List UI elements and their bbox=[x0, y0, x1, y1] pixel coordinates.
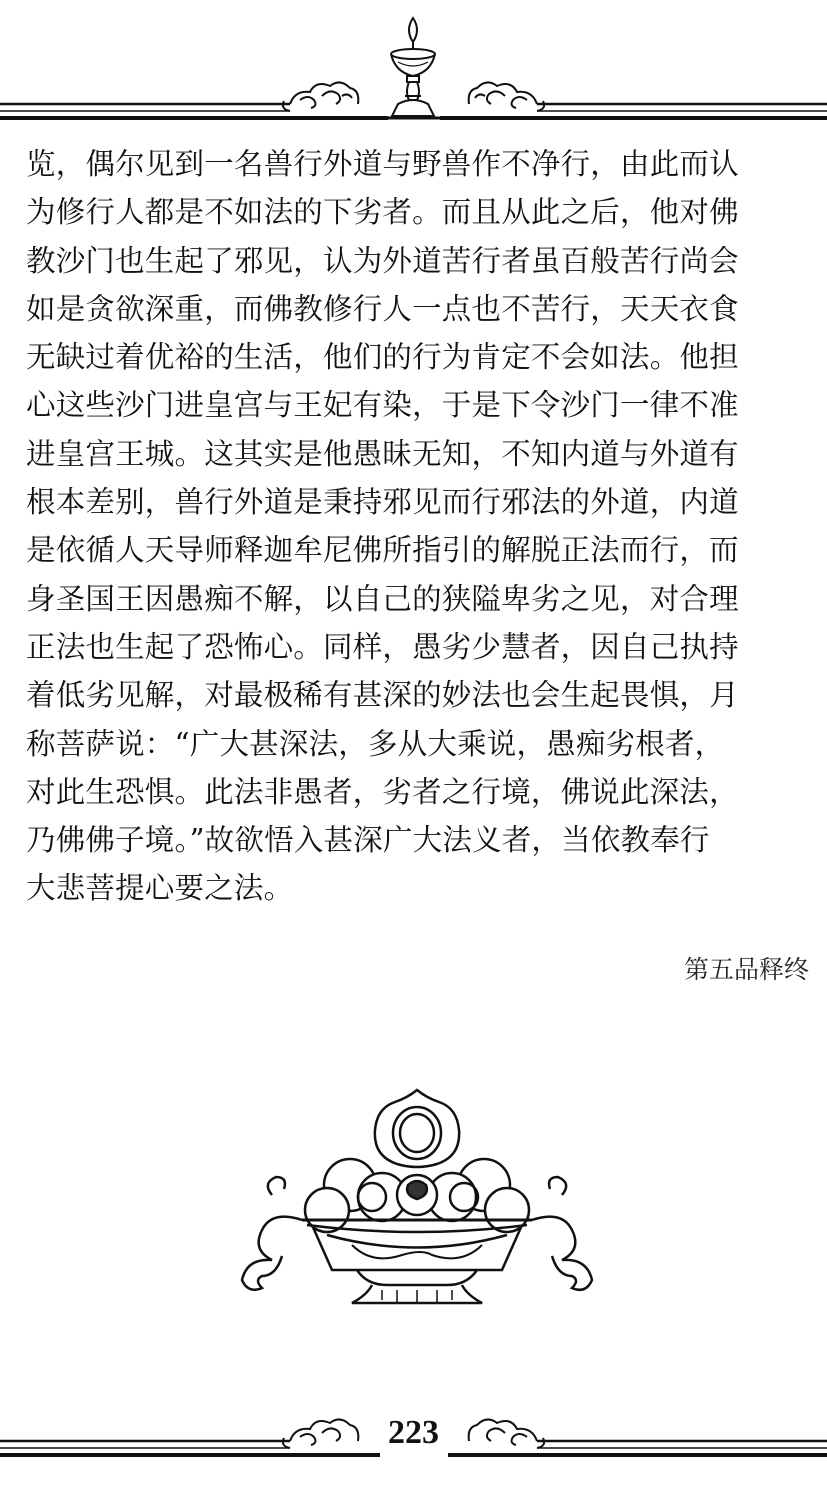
page-number: 223 bbox=[388, 1414, 439, 1451]
text-line: 大悲菩提心要之法。 bbox=[26, 871, 294, 906]
text-line: 对此生恐惧。此法非愚者，劣者之行境，佛说此深法， bbox=[26, 774, 739, 809]
text-line: 着低劣见解，对最极稀有甚深的妙法也会生起畏惧，月 bbox=[26, 678, 739, 713]
page-header-ornament bbox=[0, 0, 827, 130]
text-line: 如是贪欲深重，而佛教修行人一点也不苦行，天天衣食 bbox=[26, 291, 739, 326]
chapter-end-label: 第五品释终 bbox=[683, 955, 809, 984]
text-line: 乃佛佛子境。”故欲悟入甚深广大法义者，当依教奉行 bbox=[26, 823, 710, 858]
text-line: 进皇宫王城。这其实是他愚昧无知，不知内道与外道有 bbox=[26, 436, 739, 471]
body-text bbox=[26, 140, 816, 913]
text-line: 为修行人都是不如法的下劣者。而且从此之后，他对佛 bbox=[26, 195, 739, 230]
text-line: 无缺过着优裕的生活，他们的行为肯定不会如法。他担 bbox=[26, 340, 739, 375]
text-line: 览，偶尔见到一名兽行外道与野兽作不净行，由此而认 bbox=[26, 147, 739, 181]
text-line: 身圣国王因愚痴不解，以自己的狭隘卑劣之见，对合理 bbox=[26, 581, 739, 616]
offering-bowl-illustration bbox=[232, 1085, 602, 1310]
cloud-scroll-icon bbox=[283, 82, 358, 111]
text-line: 根本差别，兽行外道是秉持邪见而行邪法的外道，内道 bbox=[26, 485, 739, 520]
header-rule-lines bbox=[0, 0, 827, 130]
text-line: 正法也生起了恐怖心。同样，愚劣少慧者，因自己执持 bbox=[26, 629, 739, 664]
butter-lamp-icon bbox=[388, 18, 440, 118]
offering-bowl-icon bbox=[232, 1085, 602, 1310]
text-line: 心这些沙门进皇宫与王妃有染，于是下令沙门一律不准 bbox=[26, 388, 739, 423]
text-line: 称菩萨说：“广大甚深法，多从大乘说，愚痴劣根者， bbox=[26, 726, 725, 761]
text-line: 教沙门也生起了邪见，认为外道苦行者虽百般苦行尚会 bbox=[26, 243, 739, 278]
text-line: 是依循人天导师释迦牟尼佛所指引的解脱正法而行，而 bbox=[26, 533, 739, 568]
cloud-scroll-icon bbox=[469, 82, 544, 111]
